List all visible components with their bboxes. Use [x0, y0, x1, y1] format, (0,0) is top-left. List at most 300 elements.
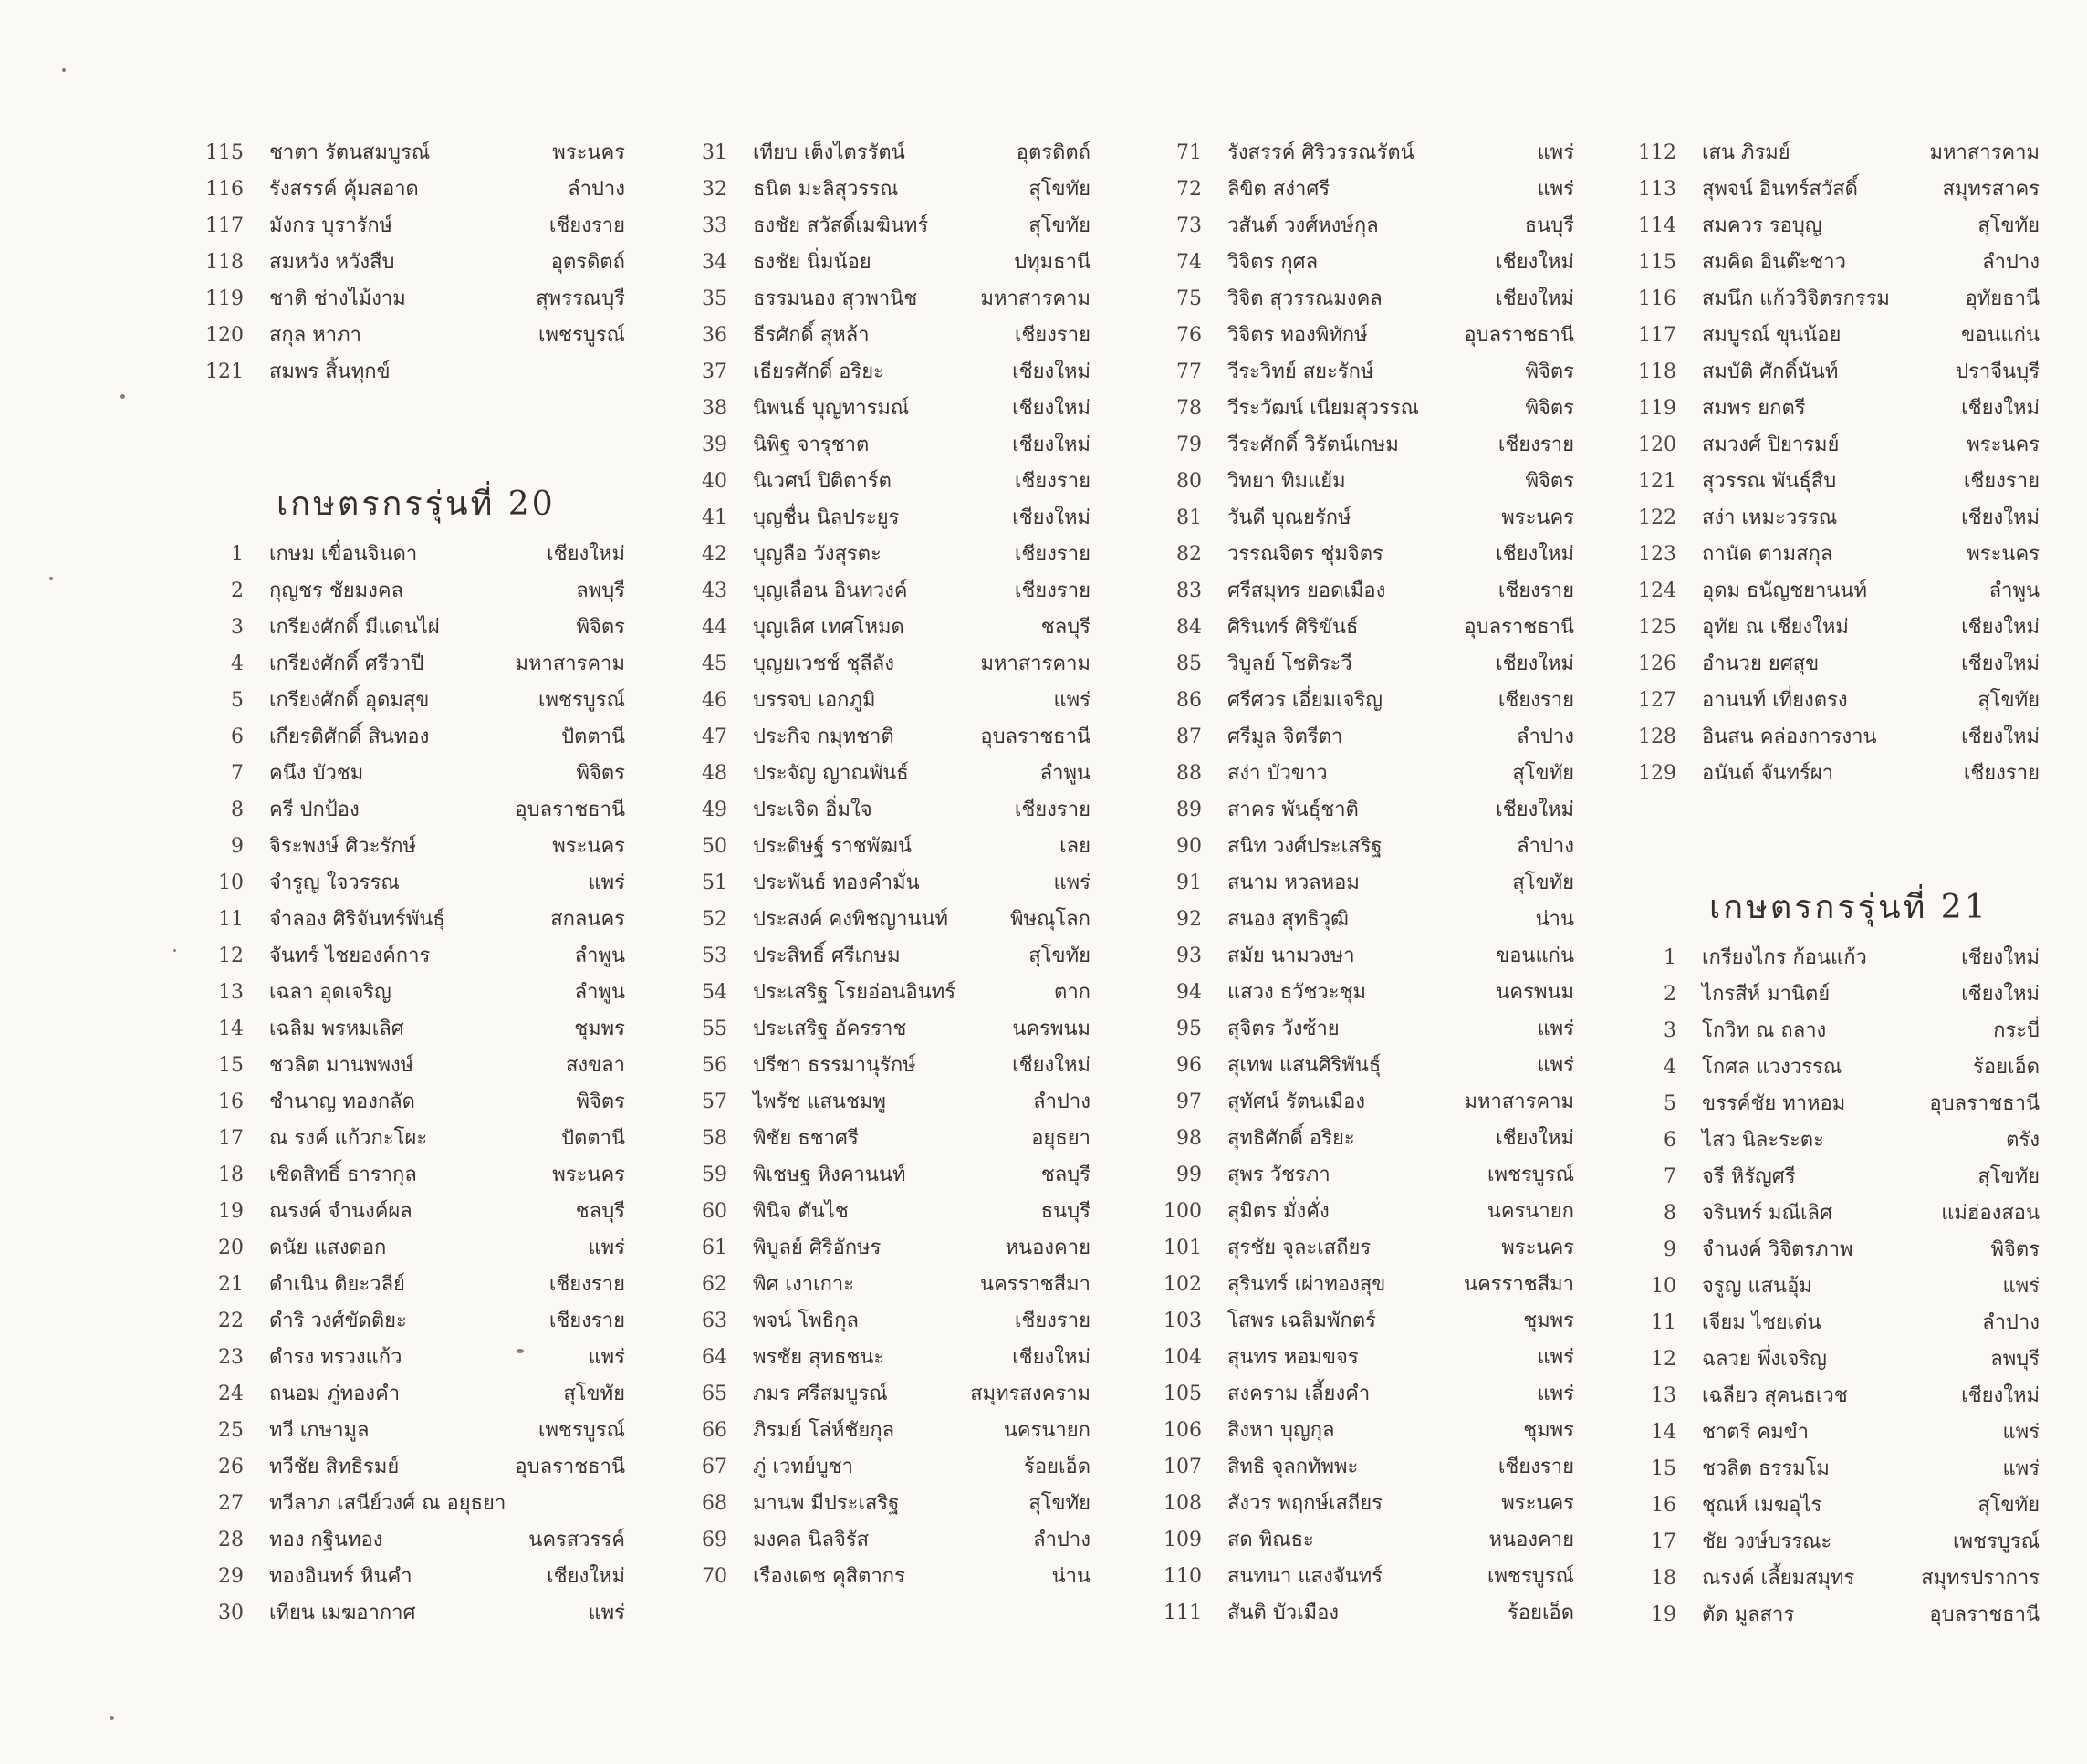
- province: ลำปาง: [1033, 1529, 1090, 1551]
- person-name: ขรรค์ชัย ทาหอม: [1702, 1092, 1846, 1115]
- list-item: [196, 1340, 625, 1376]
- person-name: วิบูลย์ โชติระวี: [1227, 652, 1352, 675]
- person-name: สมวงศ์ ปิยารมย์: [1702, 433, 1840, 456]
- province: เชียงใหม่: [1961, 506, 2040, 529]
- province: แพร่: [1053, 872, 1090, 894]
- person-name: ศิรินทร์ ศิริขันธ์: [1227, 616, 1359, 639]
- province: ลำพูน: [1988, 579, 2040, 602]
- list-item: [1629, 1232, 2040, 1268]
- item-number: 14: [1651, 1421, 1676, 1444]
- item-number: 94: [1176, 981, 1202, 1004]
- province: สุโขทัย: [563, 1383, 625, 1405]
- person-name: ธีรศักดิ์ สุหล้า: [753, 324, 870, 347]
- province: ชลบุรี: [1040, 1164, 1090, 1186]
- province: สุโขทัย: [1512, 872, 1574, 894]
- list-item: [1154, 135, 1574, 172]
- person-name: สุพร วัชรภา: [1227, 1164, 1330, 1186]
- item-number: 7: [1664, 1165, 1676, 1188]
- list-item: [680, 1340, 1090, 1376]
- person-name: มงคล นิลจิรัส: [753, 1529, 870, 1551]
- province: ลพบุรี: [576, 579, 625, 602]
- item-number: 51: [702, 872, 727, 894]
- list-item: [680, 1559, 1090, 1595]
- person-name: สนทนา แสงจันทร์: [1227, 1565, 1383, 1588]
- person-name: เฉลิม พรหมเลิศ: [269, 1018, 404, 1040]
- item-number: 49: [702, 798, 727, 821]
- item-number: 80: [1176, 470, 1202, 493]
- province: มหาสารคาม: [1464, 1091, 1574, 1113]
- province: สุโขทัย: [1028, 178, 1090, 201]
- province: เชียงใหม่: [1012, 433, 1090, 456]
- list-item: [1154, 464, 1574, 500]
- item-number: 57: [702, 1091, 727, 1113]
- list-item: [680, 829, 1090, 865]
- person-name: เรืองเดช คุสิตากร: [753, 1565, 905, 1588]
- province: ตรัง: [2006, 1129, 2040, 1152]
- province: ปัตตานี: [561, 725, 625, 748]
- person-name: ฉลวย พึ่งเจริญ: [1702, 1348, 1827, 1371]
- person-name: ศรีสมุทร ยอดเมือง: [1227, 579, 1386, 602]
- person-name: จำนงค์ วิจิตรภาพ: [1702, 1238, 1853, 1261]
- item-number: 119: [205, 287, 244, 310]
- person-name: เธียรศักดิ์ อริยะ: [753, 360, 884, 383]
- list-item: [196, 646, 625, 683]
- person-name: ประกิจ กมุทชาติ: [753, 725, 894, 748]
- item-number: 66: [702, 1419, 727, 1442]
- item-number: 121: [205, 360, 244, 383]
- item-number: 97: [1176, 1091, 1202, 1113]
- item-number: 63: [702, 1310, 727, 1332]
- province: สมุทรสงคราม: [970, 1383, 1090, 1405]
- list-item: [196, 938, 625, 975]
- province: แพร่: [2002, 1275, 2040, 1298]
- item-number: 98: [1176, 1127, 1202, 1150]
- person-name: วีระวัฒน์ เนียมสุวรรณ: [1227, 397, 1420, 420]
- item-number: 53: [702, 945, 727, 967]
- item-number: 95: [1176, 1018, 1202, 1040]
- person-name: พินิจ ตันไช: [753, 1200, 849, 1223]
- list-item: [1154, 573, 1574, 610]
- person-name: ศรีมูล จิตรีตา: [1227, 725, 1343, 748]
- list-item: [1154, 1048, 1574, 1084]
- list-item: [196, 1449, 625, 1486]
- item-number: 18: [1651, 1567, 1676, 1590]
- person-name: ไสว นิละระตะ: [1702, 1129, 1824, 1152]
- item-number: 15: [1651, 1457, 1676, 1480]
- list-item: [680, 610, 1090, 646]
- province: แพร่: [1537, 1018, 1574, 1040]
- item-number: 128: [1638, 725, 1676, 748]
- graduate-list-20-part4: [1629, 135, 2040, 792]
- list-item: [1629, 1268, 2040, 1305]
- list-item: [1629, 1049, 2040, 1086]
- person-name: สง่า เหมะวรรณ: [1702, 506, 1838, 529]
- person-name: รังสรรค์ ศิริวรรณรัตน์: [1227, 141, 1414, 164]
- item-number: 118: [1638, 360, 1676, 383]
- column-2: [680, 135, 1090, 1595]
- province: นครพนม: [1012, 1018, 1090, 1040]
- person-name: อำนวย ยศสุข: [1702, 652, 1820, 675]
- graduate-list-20-part3: [1154, 135, 1574, 1632]
- list-item: [196, 1413, 625, 1449]
- person-name: สุมิตร มั่งคั่ง: [1227, 1200, 1330, 1223]
- item-number: 38: [702, 397, 727, 420]
- province: เพชรบูรณ์: [1487, 1565, 1574, 1588]
- list-item: [196, 610, 625, 646]
- list-item: [680, 1194, 1090, 1230]
- province: พิจิตร: [1525, 360, 1574, 383]
- item-number: 29: [218, 1565, 244, 1588]
- person-name: ธนิต มะลิสุวรรณ: [753, 178, 899, 201]
- province: สุโขทัย: [1028, 1492, 1090, 1515]
- province: นครราชสีมา: [1464, 1273, 1574, 1296]
- list-item: [1154, 1194, 1574, 1230]
- province: เชียงใหม่: [1496, 652, 1574, 675]
- item-number: 44: [702, 616, 727, 639]
- list-item: [1154, 1121, 1574, 1157]
- province: เชียงใหม่: [1496, 251, 1574, 274]
- item-number: 32: [702, 178, 727, 201]
- province: ปราจีนบุรี: [1956, 360, 2040, 383]
- person-name: จิระพงษ์ ศิวะรักษ์: [269, 835, 417, 858]
- province: อุทัยธานี: [1965, 287, 2040, 310]
- province: เชียงใหม่: [1961, 725, 2040, 748]
- graduate-list-21: [1629, 940, 2040, 1634]
- list-item: [1629, 172, 2040, 208]
- item-number: 9: [1664, 1238, 1676, 1261]
- item-number: 123: [1638, 543, 1676, 566]
- list-item: [1629, 391, 2040, 427]
- list-item: [1154, 1413, 1574, 1449]
- list-item: [1154, 427, 1574, 464]
- item-number: 74: [1176, 251, 1202, 274]
- province: แพร่: [1537, 1383, 1574, 1405]
- paper-speck: [120, 394, 125, 399]
- list-item: [1629, 354, 2040, 391]
- item-number: 34: [702, 251, 727, 274]
- person-name: สุรชัย จุละเสถียร: [1227, 1237, 1372, 1259]
- list-item: [196, 1048, 625, 1084]
- list-item: [1154, 1449, 1574, 1486]
- item-number: 41: [702, 506, 727, 529]
- province: พระนคร: [552, 835, 625, 858]
- item-number: 125: [1638, 616, 1676, 639]
- list-item: [196, 1595, 625, 1632]
- item-number: 88: [1176, 762, 1202, 785]
- province: เชียงใหม่: [1496, 287, 1574, 310]
- item-number: 81: [1176, 506, 1202, 529]
- list-item: [1154, 208, 1574, 245]
- province: เชียงราย: [1497, 1456, 1574, 1478]
- province: ลำปาง: [1982, 1311, 2040, 1334]
- province: น่าน: [1535, 908, 1574, 931]
- person-name: ครี ปกป้อง: [269, 798, 360, 821]
- item-number: 64: [702, 1346, 727, 1369]
- person-name: ณ รงค์ แก้วกะโผะ: [269, 1127, 428, 1150]
- province: ลำปาง: [1033, 1091, 1090, 1113]
- list-item: [1154, 1559, 1574, 1595]
- list-item: [196, 1559, 625, 1595]
- item-number: 39: [702, 433, 727, 456]
- list-item: [1629, 1305, 2040, 1341]
- paper-speck: [49, 577, 53, 580]
- item-number: 76: [1176, 324, 1202, 347]
- list-item: [1154, 610, 1574, 646]
- item-number: 89: [1176, 798, 1202, 821]
- item-number: 127: [1638, 689, 1676, 712]
- list-item: [1629, 1378, 2040, 1414]
- list-item: [196, 1267, 625, 1303]
- list-item: [680, 1157, 1090, 1194]
- list-item: [196, 1376, 625, 1413]
- person-name: ดำรง ทรวงแก้ว: [269, 1346, 402, 1369]
- list-item: [196, 135, 625, 172]
- list-item: [196, 573, 625, 610]
- list-item: [1154, 245, 1574, 281]
- item-number: 56: [702, 1054, 727, 1077]
- province: ลำพูน: [574, 981, 625, 1004]
- person-name: สมัย นามวงษา: [1227, 945, 1355, 967]
- person-name: สมควร รอบุญ: [1702, 214, 1822, 237]
- list-item: [680, 391, 1090, 427]
- person-name: ปรีชา ธรรมานุรักษ์: [753, 1054, 916, 1077]
- person-name: เทียน เมฆอากาศ: [269, 1602, 416, 1624]
- province: เพชรบูรณ์: [1953, 1530, 2040, 1553]
- person-name: สนอง สุทธิวุฒิ: [1227, 908, 1349, 931]
- list-item: [1629, 1451, 2040, 1487]
- person-name: ดำริ วงศ์ขัดติยะ: [269, 1310, 407, 1332]
- person-name: สุวรรณ พันธุ์สืบ: [1702, 470, 1837, 493]
- province: นครสวรรค์: [528, 1529, 625, 1551]
- item-number: 11: [218, 908, 244, 931]
- list-item: [1629, 427, 2040, 464]
- item-number: 10: [1651, 1275, 1676, 1298]
- person-name: บุญเลิศ เทศโหมด: [753, 616, 904, 639]
- province: ชุมพร: [1523, 1310, 1574, 1332]
- person-name: ทอง กฐินทอง: [269, 1529, 383, 1551]
- province: อุตรดิตถ์: [1016, 141, 1090, 164]
- province: เชียงราย: [1014, 324, 1090, 347]
- list-item: [680, 135, 1090, 172]
- list-item: [1629, 756, 2040, 792]
- person-name: โสพร เฉลิมพักตร์: [1227, 1310, 1376, 1332]
- province: เชียงราย: [1014, 579, 1090, 602]
- person-name: บรรจบ เอกภูมิ: [753, 689, 876, 712]
- person-name: วีระศักดิ์ วิรัตน์เกษม: [1227, 433, 1399, 456]
- person-name: แสวง ธวัชวะชุม: [1227, 981, 1367, 1004]
- list-item: [1629, 1524, 2040, 1560]
- graduate-list-20-part2: [680, 135, 1090, 1595]
- item-number: 3: [1664, 1019, 1676, 1042]
- province: พิษณุโลก: [1009, 908, 1090, 931]
- province: ลำปาง: [1982, 251, 2040, 274]
- item-number: 124: [1638, 579, 1676, 602]
- person-name: เฉลียว สุคนธเวช: [1702, 1384, 1848, 1407]
- list-item: [1154, 1522, 1574, 1559]
- list-item: [1629, 318, 2040, 354]
- person-name: โกศล แวงวรรณ: [1702, 1056, 1842, 1079]
- item-number: 91: [1176, 872, 1202, 894]
- province: ชุมพร: [574, 1018, 625, 1040]
- item-number: 79: [1176, 433, 1202, 456]
- person-name: พิเชษฐ หิงคานนท์: [753, 1164, 906, 1186]
- list-item: [196, 1194, 625, 1230]
- person-name: เกรียงศักดิ์ ศรีวาปี: [269, 652, 424, 675]
- person-name: เสน ภิรมย์: [1702, 141, 1790, 164]
- list-item: [196, 1486, 625, 1522]
- list-item: [196, 245, 625, 281]
- list-item: [196, 1011, 625, 1048]
- person-name: เฉลา อุดเจริญ: [269, 981, 391, 1004]
- province: สมุทรปราการ: [1921, 1567, 2040, 1590]
- province: เชียงใหม่: [1961, 652, 2040, 675]
- province: พระนคร: [552, 1164, 625, 1186]
- person-name: สมหวัง หวังสืบ: [269, 251, 395, 274]
- person-name: ประเจิด อิ่มใจ: [753, 798, 872, 821]
- item-number: 52: [702, 908, 727, 931]
- person-name: ศรีศวร เอี่ยมเจริญ: [1227, 689, 1383, 712]
- list-item: [680, 938, 1090, 975]
- province: เชียงใหม่: [1496, 543, 1574, 566]
- province: เชียงราย: [1497, 433, 1574, 456]
- list-item: [1629, 464, 2040, 500]
- list-item: [1154, 975, 1574, 1011]
- person-name: ประเสริฐ โรยอ่อนอินทร์: [753, 981, 956, 1004]
- list-item: [1154, 1230, 1574, 1267]
- person-name: วิทยา ทิมแย้ม: [1227, 470, 1346, 493]
- province: ชลบุรี: [1040, 616, 1090, 639]
- list-item: [680, 1522, 1090, 1559]
- list-item: [1154, 683, 1574, 719]
- person-name: ทวี เกษามูล: [269, 1419, 370, 1442]
- item-number: 117: [1638, 324, 1676, 347]
- person-name: สุจิตร วังซ้าย: [1227, 1018, 1340, 1040]
- list-item: [680, 318, 1090, 354]
- list-item: [680, 1121, 1090, 1157]
- province: พระนคร: [1967, 433, 2040, 456]
- province: อุตรดิตถ์: [550, 251, 625, 274]
- person-name: จรินทร์ มณีเลิศ: [1702, 1202, 1832, 1225]
- person-name: วิจิต สุวรรณมงคล: [1227, 287, 1383, 310]
- province: แพร่: [1537, 141, 1574, 164]
- item-number: 10: [218, 872, 244, 894]
- person-name: ทวีชัย สิทธิรมย์: [269, 1456, 400, 1478]
- list-item: [196, 208, 625, 245]
- person-name: วิจิตร กุศล: [1227, 251, 1319, 274]
- province: พิจิตร: [576, 762, 625, 785]
- province: แพร่: [1053, 689, 1090, 712]
- item-number: 27: [218, 1492, 244, 1515]
- person-name: จรี หิรัญศรี: [1702, 1165, 1796, 1188]
- province: เชียงใหม่: [1012, 1054, 1090, 1077]
- province: ชลบุรี: [575, 1200, 625, 1223]
- person-name: ลิขิต สง่าศรี: [1227, 178, 1330, 201]
- province: แพร่: [1537, 1346, 1574, 1369]
- list-item: [1154, 172, 1574, 208]
- province: สุโขทัย: [1977, 689, 2040, 712]
- person-name: วรรณจิตร ชุ่มจิตร: [1227, 543, 1383, 566]
- person-name: อานนท์ เที่ยงตรง: [1702, 689, 1848, 712]
- person-name: สันติ บัวเมือง: [1227, 1602, 1340, 1624]
- list-item: [196, 172, 625, 208]
- person-name: ภมร ศรีสมบูรณ์: [753, 1383, 888, 1405]
- list-item: [680, 1376, 1090, 1413]
- graduate-list-20-part1: [196, 537, 625, 1632]
- province: เชียงราย: [1497, 579, 1574, 602]
- province: นครราชสีมา: [980, 1273, 1090, 1296]
- province: แพร่: [2002, 1421, 2040, 1444]
- list-item: [196, 1303, 625, 1340]
- province: แพร่: [1537, 1054, 1574, 1077]
- item-number: 87: [1176, 725, 1202, 748]
- list-item: [1154, 1486, 1574, 1522]
- item-number: 25: [218, 1419, 244, 1442]
- person-name: เกษม เขื่อนจินดา: [269, 543, 418, 566]
- list-item: [196, 902, 625, 938]
- list-item: [1154, 537, 1574, 573]
- item-number: 82: [1176, 543, 1202, 566]
- item-number: 111: [1164, 1602, 1202, 1624]
- list-item: [680, 902, 1090, 938]
- list-item: [1154, 391, 1574, 427]
- province: สุโขทัย: [1977, 1494, 2040, 1517]
- province: ธนบุรี: [1524, 214, 1574, 237]
- paper-speck: [173, 949, 176, 952]
- list-item: [196, 1157, 625, 1194]
- person-name: พิชัย ธชาศรี: [753, 1127, 859, 1150]
- item-number: 117: [205, 214, 244, 237]
- person-name: เจียม ไชยเด่น: [1702, 1311, 1821, 1334]
- list-item: [196, 537, 625, 573]
- item-number: 115: [205, 141, 244, 164]
- item-number: 114: [1638, 214, 1676, 237]
- person-name: วิจิตร ทองพิทักษ์: [1227, 324, 1368, 347]
- item-number: 104: [1164, 1346, 1202, 1369]
- list-item: [680, 1048, 1090, 1084]
- province: เชียงใหม่: [1961, 397, 2040, 420]
- province: ธนบุรี: [1040, 1200, 1090, 1223]
- list-item: [680, 427, 1090, 464]
- list-item: [196, 719, 625, 756]
- province: อยุธยา: [1031, 1127, 1090, 1150]
- item-number: 108: [1164, 1492, 1202, 1515]
- province: เชียงราย: [1014, 1310, 1090, 1332]
- list-item: [680, 1011, 1090, 1048]
- person-name: สนาม หวลหอม: [1227, 872, 1360, 894]
- list-item: [1154, 318, 1574, 354]
- province: เชียงใหม่: [1012, 360, 1090, 383]
- item-number: 15: [218, 1054, 244, 1077]
- person-name: จำรูญ ใจวรรณ: [269, 872, 400, 894]
- graduate-list-19-tail: [196, 135, 625, 391]
- person-name: ประพันธ์ ทองคำมั่น: [753, 872, 920, 894]
- person-name: สกุล หาภา: [269, 324, 361, 347]
- province: ชุมพร: [1523, 1419, 1574, 1442]
- person-name: สุรินทร์ เผ่าทองสุข: [1227, 1273, 1386, 1296]
- person-name: สาคร พันธุ์ชาติ: [1227, 798, 1359, 821]
- item-number: 120: [1638, 433, 1676, 456]
- province: นครพนม: [1496, 981, 1574, 1004]
- list-item: [1629, 940, 2040, 976]
- person-name: บุญเลื่อน อินทวงค์: [753, 579, 908, 602]
- person-name: โกวิท ณ ถลาง: [1702, 1019, 1827, 1042]
- item-number: 73: [1176, 214, 1202, 237]
- item-number: 45: [702, 652, 727, 675]
- province: สุโขทัย: [1512, 762, 1574, 785]
- person-name: ชาตรี คมขำ: [1702, 1421, 1809, 1444]
- province: เชียงใหม่: [547, 543, 625, 566]
- person-name: ชาติ ช่างไม้งาม: [269, 287, 406, 310]
